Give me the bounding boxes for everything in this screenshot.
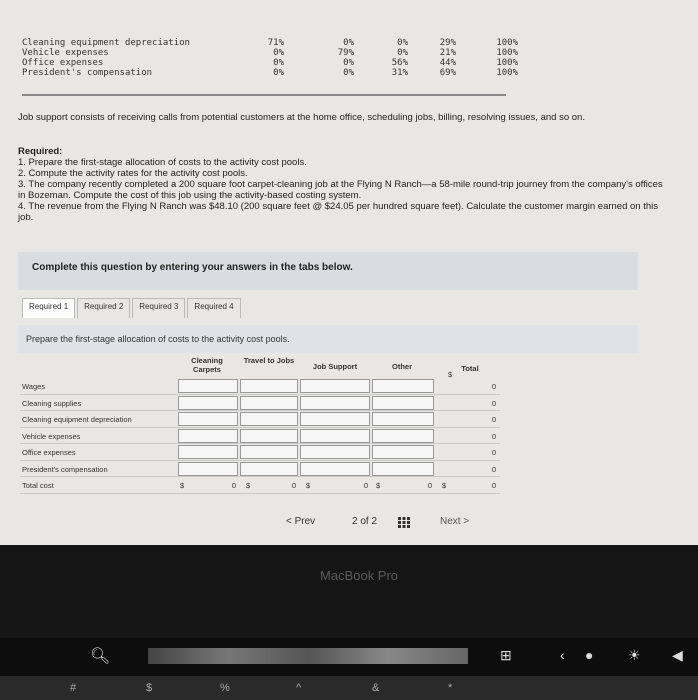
- pct-cell: 56%: [391, 58, 408, 68]
- input-cell[interactable]: [178, 429, 238, 443]
- table-row: [20, 395, 500, 412]
- input-cell[interactable]: [372, 379, 434, 393]
- touch-bar-scrubber[interactable]: [148, 648, 468, 664]
- header-other: Other: [391, 362, 412, 371]
- row-total: 0: [491, 448, 496, 457]
- page-indicator: 2 of 2: [352, 516, 378, 527]
- currency-symbol: $: [442, 481, 447, 490]
- currency-symbol: $: [376, 481, 381, 490]
- input-cell[interactable]: [300, 412, 370, 426]
- row-label: Total cost: [22, 481, 54, 490]
- pct-cell: 71%: [267, 38, 284, 48]
- required-title: Required:: [18, 146, 63, 157]
- pct-row: [22, 58, 518, 68]
- input-cell[interactable]: [372, 445, 434, 459]
- key-caret[interactable]: ^: [296, 682, 302, 694]
- row-total: 0: [491, 415, 496, 424]
- key-ampersand[interactable]: &: [372, 682, 380, 694]
- pct-cell: 0%: [343, 58, 354, 68]
- pct-cell: 0%: [273, 48, 284, 58]
- total-job-support: 0: [363, 481, 368, 490]
- currency-symbol: $: [180, 481, 185, 490]
- input-cell[interactable]: [372, 429, 434, 443]
- header-travel-to-jobs: Travel to Jobs: [243, 356, 295, 365]
- pct-row: [22, 48, 518, 58]
- input-cell[interactable]: [300, 379, 370, 393]
- pct-cell: 79%: [337, 48, 354, 58]
- input-cell[interactable]: [240, 379, 298, 393]
- required-item: 1. Prepare the first-stage allocation of costs to the activity cost pools.: [18, 157, 307, 168]
- prompt-bar: [18, 325, 638, 353]
- pct-cell: 100%: [496, 48, 518, 58]
- input-cell[interactable]: [178, 445, 238, 459]
- pct-cell: 29%: [439, 38, 456, 48]
- total-total: 0: [491, 481, 496, 490]
- pct-cell: 0%: [273, 58, 284, 68]
- prompt-text: Prepare the first-stage allocation of costs to the activity cost pools.: [26, 334, 290, 344]
- input-cell[interactable]: [240, 429, 298, 443]
- input-cell[interactable]: [300, 445, 370, 459]
- row-label: Cleaning supplies: [22, 398, 82, 408]
- percentage-table: [22, 38, 518, 78]
- input-cell[interactable]: [240, 412, 298, 426]
- pct-cell: 100%: [496, 58, 518, 68]
- siri-icon[interactable]: ●: [585, 647, 594, 663]
- tab-bar: [22, 298, 243, 318]
- row-label: Vehicle expenses: [22, 431, 81, 441]
- add-icon[interactable]: ⊞: [500, 647, 512, 663]
- row-total: 0: [491, 382, 496, 391]
- pct-cell: 0%: [343, 38, 354, 48]
- pct-cell: 21%: [439, 48, 456, 58]
- pct-row-label: Vehicle expenses: [22, 48, 109, 58]
- required-item: 3. The company recently completed a 200 square foot carpet-cleaning job at the Flying N Ranch—a 58-mile round-trip journey from the company's offices in Bozeman. Compute the cost of this job using the activity-based costing system.: [18, 179, 663, 201]
- row-label: President's compensation: [22, 464, 108, 474]
- input-cell[interactable]: [178, 396, 238, 410]
- pct-cell: 100%: [496, 68, 518, 78]
- required-item: 2. Compute the activity rates for the activity cost pools.: [18, 168, 248, 179]
- input-cell[interactable]: [240, 396, 298, 410]
- row-label: Cleaning equipment depreciation: [22, 415, 132, 424]
- next-button[interactable]: Next >: [440, 516, 470, 527]
- key-asterisk[interactable]: *: [448, 682, 453, 694]
- required-item: 4. The revenue from the Flying N Ranch was $48.10 (200 square feet @ $24.05 per hundred square feet). Calculate the customer margin earned on this job.: [18, 201, 659, 223]
- grid-icon[interactable]: [398, 517, 410, 528]
- key-dollar[interactable]: $: [146, 682, 153, 694]
- table-divider: [22, 94, 506, 96]
- input-cell[interactable]: [300, 429, 370, 443]
- input-cell[interactable]: [372, 396, 434, 410]
- volume-icon[interactable]: ◀: [672, 647, 683, 663]
- keyboard-row: [0, 676, 698, 700]
- pagination: [280, 516, 500, 530]
- pct-cell: 0%: [343, 68, 354, 78]
- input-cell[interactable]: [178, 462, 238, 476]
- brightness-icon[interactable]: ☀: [628, 647, 641, 663]
- currency-symbol: $: [306, 481, 311, 490]
- touch-bar: [0, 638, 698, 676]
- pct-cell: 100%: [496, 38, 518, 48]
- pct-row-label: President's compensation: [22, 68, 153, 78]
- instruction-bar: [18, 252, 638, 290]
- input-cell[interactable]: [240, 462, 298, 476]
- key-percent[interactable]: %: [220, 682, 230, 694]
- row-label: Office expenses: [22, 448, 76, 457]
- job-support-description: Job support consists of receiving calls from potential customers at the home office, scheduling jobs, billing, resolving issues, and so on.: [18, 112, 585, 123]
- prev-button[interactable]: < Prev: [286, 516, 316, 527]
- pct-cell: 0%: [397, 38, 408, 48]
- header-cleaning-carpets: Cleaning Carpets: [191, 356, 223, 374]
- key-hash[interactable]: #: [70, 682, 77, 694]
- pct-cell: 0%: [273, 68, 284, 78]
- input-cell[interactable]: [372, 462, 434, 476]
- currency-symbol: $: [448, 370, 453, 379]
- search-icon[interactable]: 🔍︎: [90, 648, 111, 665]
- allocation-table: [20, 356, 500, 490]
- input-cell[interactable]: [240, 445, 298, 459]
- allocation-grid: [20, 370, 500, 494]
- input-cell[interactable]: [300, 396, 370, 410]
- input-cell[interactable]: [300, 462, 370, 476]
- pct-cell: 44%: [439, 58, 456, 68]
- row-label: Wages: [22, 382, 46, 391]
- required-section: [18, 146, 663, 223]
- table-row: [20, 411, 500, 428]
- total-cleaning: 0: [231, 481, 236, 490]
- chevron-left-icon[interactable]: ‹: [560, 647, 565, 663]
- pct-cell: 69%: [439, 68, 456, 78]
- input-cell[interactable]: [372, 412, 434, 426]
- tab-required-3[interactable]: Required 3: [132, 298, 185, 318]
- row-total: 0: [491, 431, 496, 441]
- total-other: 0: [427, 481, 432, 490]
- table-row: [20, 444, 500, 461]
- row-total: 0: [491, 464, 496, 474]
- pct-row: [22, 38, 518, 48]
- pct-row: [22, 68, 518, 78]
- table-row: [20, 428, 500, 445]
- tab-required-4[interactable]: Required 4: [187, 298, 240, 318]
- tab-required-1[interactable]: Required 1: [22, 298, 75, 318]
- input-cell[interactable]: [178, 379, 238, 393]
- header-total: Total: [461, 364, 479, 373]
- currency-symbol: $: [246, 481, 251, 490]
- pct-row-label: Office expenses: [22, 58, 104, 68]
- pct-cell: 0%: [397, 48, 408, 58]
- total-cost-row: [20, 477, 500, 494]
- table-row: [20, 461, 500, 478]
- instruction-text: Complete this question by entering your answers in the tabs below.: [32, 262, 353, 273]
- device-label: MacBook Pro: [320, 568, 399, 583]
- total-travel: 0: [291, 481, 296, 490]
- pct-row-label: Cleaning equipment depreciation: [22, 38, 190, 48]
- header-job-support: Job Support: [312, 362, 358, 371]
- input-cell[interactable]: [178, 412, 238, 426]
- row-total: 0: [491, 398, 496, 408]
- pct-cell: 31%: [391, 68, 408, 78]
- table-row: [20, 370, 500, 395]
- tab-required-2[interactable]: Required 2: [77, 298, 130, 318]
